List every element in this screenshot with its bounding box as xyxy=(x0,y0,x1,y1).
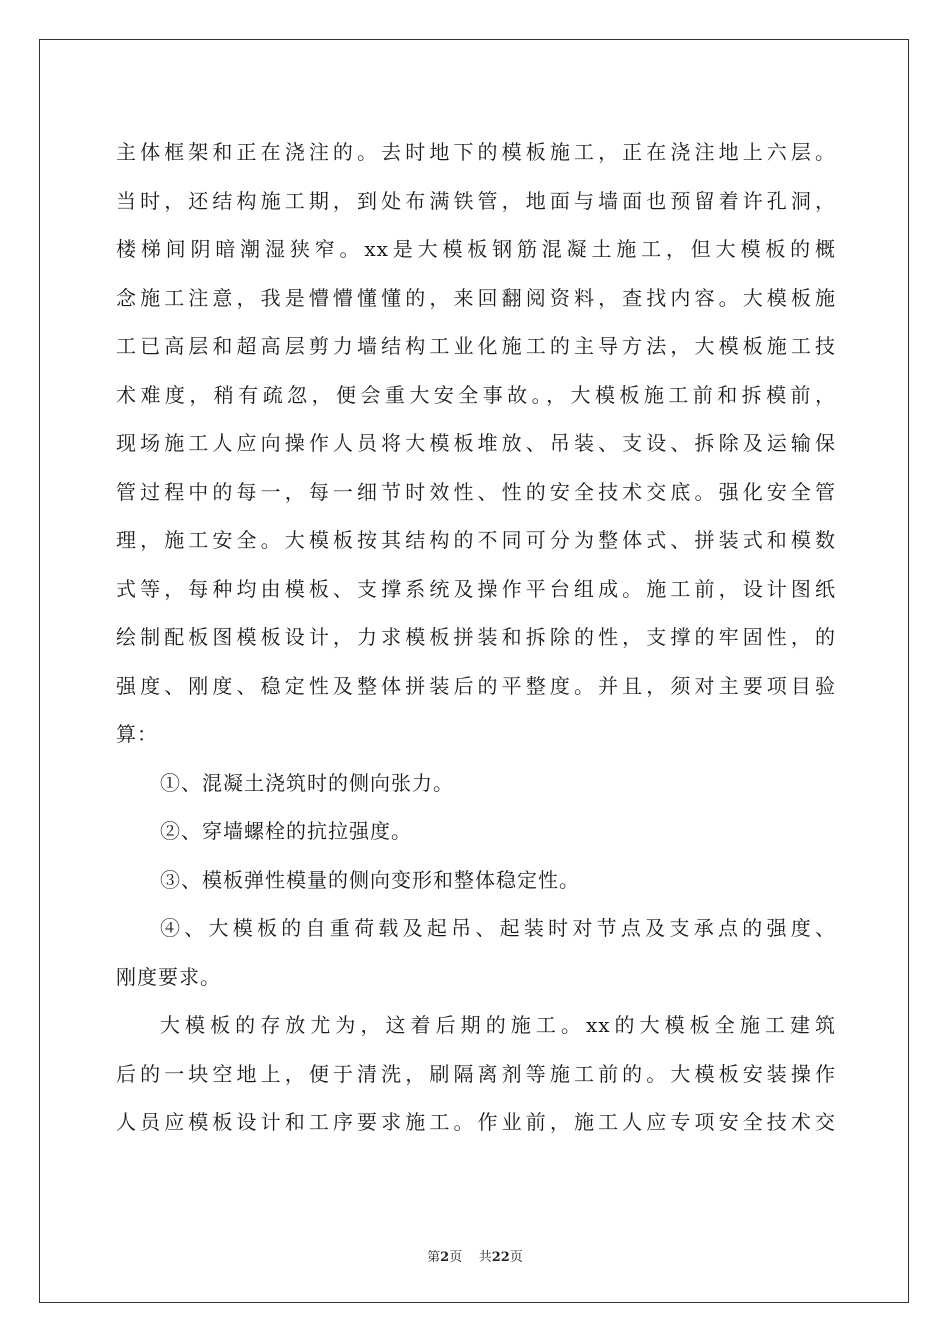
text-line: ④、大模板的自重荷载及起吊、起装时对节点及支承点的强度、 xyxy=(160,916,836,940)
footer-suffix: 页 xyxy=(509,1250,523,1265)
text-line: 算： xyxy=(116,722,158,746)
total-page-count: 22 xyxy=(491,1250,510,1265)
text-line: 术难度，稍有疏忽，便会重大安全事故。，大模板施工前和拆模前， xyxy=(116,382,836,407)
text-line: 当时，还结构施工期，到处布满铁管，地面与墙面也预留着许孔洞， xyxy=(116,188,836,213)
text-line: 楼梯间阴暗潮湿狭窄。xx是大模板钢筋混凝土施工，但大模板的概 xyxy=(116,237,836,261)
footer-middle: 页 共 xyxy=(449,1250,492,1265)
text-line: ①、混凝土浇筑时的侧向张力。 xyxy=(160,770,454,795)
text-line: 大模板的存放尤为，这着后期的施工。xx的大模板全施工建筑 xyxy=(160,1013,836,1037)
text-line: 工已高层和超高层剪力墙结构工业化施工的主导方法，大模板施工技 xyxy=(116,334,836,358)
text-line: 人员应模板设计和工序要求施工。作业前，施工人应专项安全技术交 xyxy=(116,1110,836,1134)
text-line: 绘制配板图模板设计，力求模板拼装和拆除的性，支撑的牢固性，的 xyxy=(116,625,836,649)
text-line: 现场施工人应向操作人员将大模板堆放、吊装、支设、拆除及运输保 xyxy=(116,431,836,455)
text-line: 式等，每种均由模板、支撑系统及操作平台组成。施工前，设计图纸 xyxy=(116,576,836,601)
text-line: 理，施工安全。大模板按其结构的不同可分为整体式、拼装式和模数 xyxy=(116,528,836,552)
text-line: 管过程中的每一，每一细节时效性、性的安全技术交底。强化安全管 xyxy=(116,479,836,504)
page-footer xyxy=(0,1246,950,1265)
text-line: ②、穿墙螺栓的抗拉强度。 xyxy=(160,819,412,843)
text-line: 强度、刚度、稳定性及整体拼装后的平整度。并且，须对主要项目验 xyxy=(116,673,836,698)
footer-prefix: 第 xyxy=(427,1250,441,1265)
current-page-number: 2 xyxy=(440,1250,450,1265)
text-line: ③、模板弹性模量的侧向变形和整体稳定性。 xyxy=(160,867,580,892)
text-line: 念施工注意，我是懵懵懂懂的，来回翻阅资料，查找内容。大模板施 xyxy=(116,285,836,310)
text-line: 后的一块空地上，便于清洗，刷隔离剂等施工前的。大模板安装操作 xyxy=(116,1061,836,1086)
document-body xyxy=(116,128,836,1147)
text-line: 刚度要求。 xyxy=(116,964,221,989)
text-line: 主体框架和正在浇注的。去时地下的模板施工，正在浇注地上六层。 xyxy=(116,140,836,164)
